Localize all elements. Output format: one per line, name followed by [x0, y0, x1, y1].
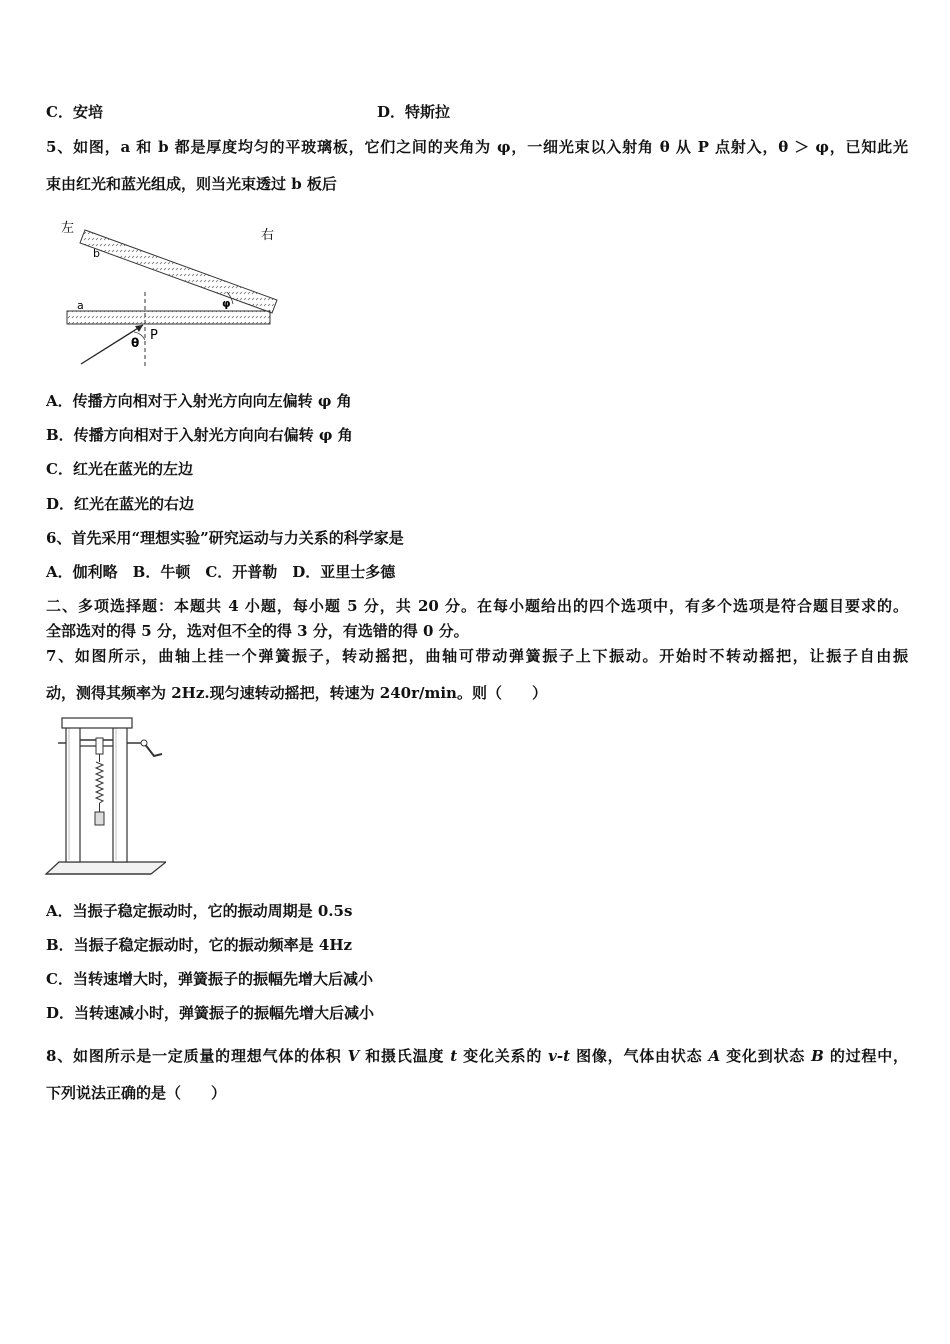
label-right: 右: [261, 228, 275, 243]
q8-var-vt: v-t: [548, 1047, 571, 1065]
q8-state-a: A: [708, 1047, 721, 1065]
plate-b: [80, 230, 277, 313]
top-beam: [62, 718, 132, 728]
q7-option-a: A．当振子稳定振动时，它的振动周期是 0.5s: [46, 902, 353, 920]
label-b: b: [93, 247, 100, 260]
q8-stem-line1: [46, 1046, 908, 1066]
crank-oscillator-figure: [44, 716, 166, 878]
glass-plates-figure: [55, 212, 287, 372]
q4-option-d: D．特斯拉: [377, 103, 451, 121]
q8-text-2: 和摄氏温度: [359, 1047, 451, 1065]
plate-a: [67, 311, 270, 324]
q6-stem: 6、首先采用“理想实验”研究运动与力关系的科学家是: [46, 529, 404, 547]
q8-text-4: 图像，气体由状态: [570, 1047, 709, 1065]
label-left: 左: [61, 221, 75, 236]
section2-line1: 二、多项选择题：本题共 4 小题，每小题 5 分，共 20 分。在每小题给出的四个选项中，有多个选项是符合题目要求的。: [46, 597, 908, 615]
q8-var-v: V: [347, 1047, 360, 1065]
base: [46, 862, 166, 874]
left-pillar: [66, 724, 80, 862]
section2-line2: 全部选对的得 5 分，选对但不全的得 3 分，有选错的得 0 分。: [46, 622, 469, 640]
label-phi: φ: [222, 297, 231, 310]
q5-option-c: C．红光在蓝光的左边: [46, 460, 193, 478]
q5-option-a: A．传播方向相对于入射光方向向左偏转 φ 角: [46, 392, 352, 410]
q8-state-b: B: [811, 1047, 824, 1065]
q8-text-3: 变化关系的: [457, 1047, 549, 1065]
q8-text-5: 变化到状态: [720, 1047, 812, 1065]
q8-var-t: t: [450, 1047, 458, 1065]
oscillator-weight: [95, 812, 104, 825]
q4-option-c: C．安培: [46, 103, 103, 121]
right-pillar: [113, 724, 127, 862]
label-p: P: [150, 328, 158, 343]
q7-stem-line2: 动，测得其频率为 2Hz.现匀速转动摇把，转速为 240r/min。则（ ）: [46, 684, 547, 702]
q5-option-d: D．红光在蓝光的右边: [46, 495, 195, 513]
q8-text-6: 的过程中，: [823, 1047, 908, 1065]
q5-stem-line1: 5、如图，a 和 b 都是厚度均匀的平玻璃板，它们之间的夹角为 φ，一细光束以入射角 θ 从 P 点射入，θ ＞ φ，已知此光: [46, 138, 908, 156]
q5-stem-line2: 束由红光和蓝光组成，则当光束透过 b 板后: [46, 175, 337, 193]
q7-option-d: D．当转速减小时，弹簧振子的振幅先增大后减小: [46, 1004, 375, 1022]
label-a: a: [77, 299, 84, 312]
q5-option-b: B．传播方向相对于入射光方向向右偏转 φ 角: [46, 426, 353, 444]
q8-stem-line2: 下列说法正确的是（ ）: [46, 1084, 227, 1102]
q7-stem-line1: 7、如图所示，曲轴上挂一个弹簧振子，转动摇把，曲轴可带动弹簧振子上下振动。开始时不转动摇把，让振子自由振: [46, 647, 908, 665]
label-theta: θ: [131, 336, 140, 350]
q6-options: A．伽利略 B．牛顿 C．开普勒 D．亚里士多德: [46, 563, 396, 581]
crank-handle: [127, 740, 162, 756]
q7-option-c: C．当转速增大时，弹簧振子的振幅先增大后减小: [46, 970, 373, 988]
spring: [96, 754, 103, 812]
q7-option-b: B．当振子稳定振动时，它的振动频率是 4Hz: [46, 936, 353, 954]
q8-text-1: 8、如图所示是一定质量的理想气体的体积: [46, 1047, 348, 1065]
